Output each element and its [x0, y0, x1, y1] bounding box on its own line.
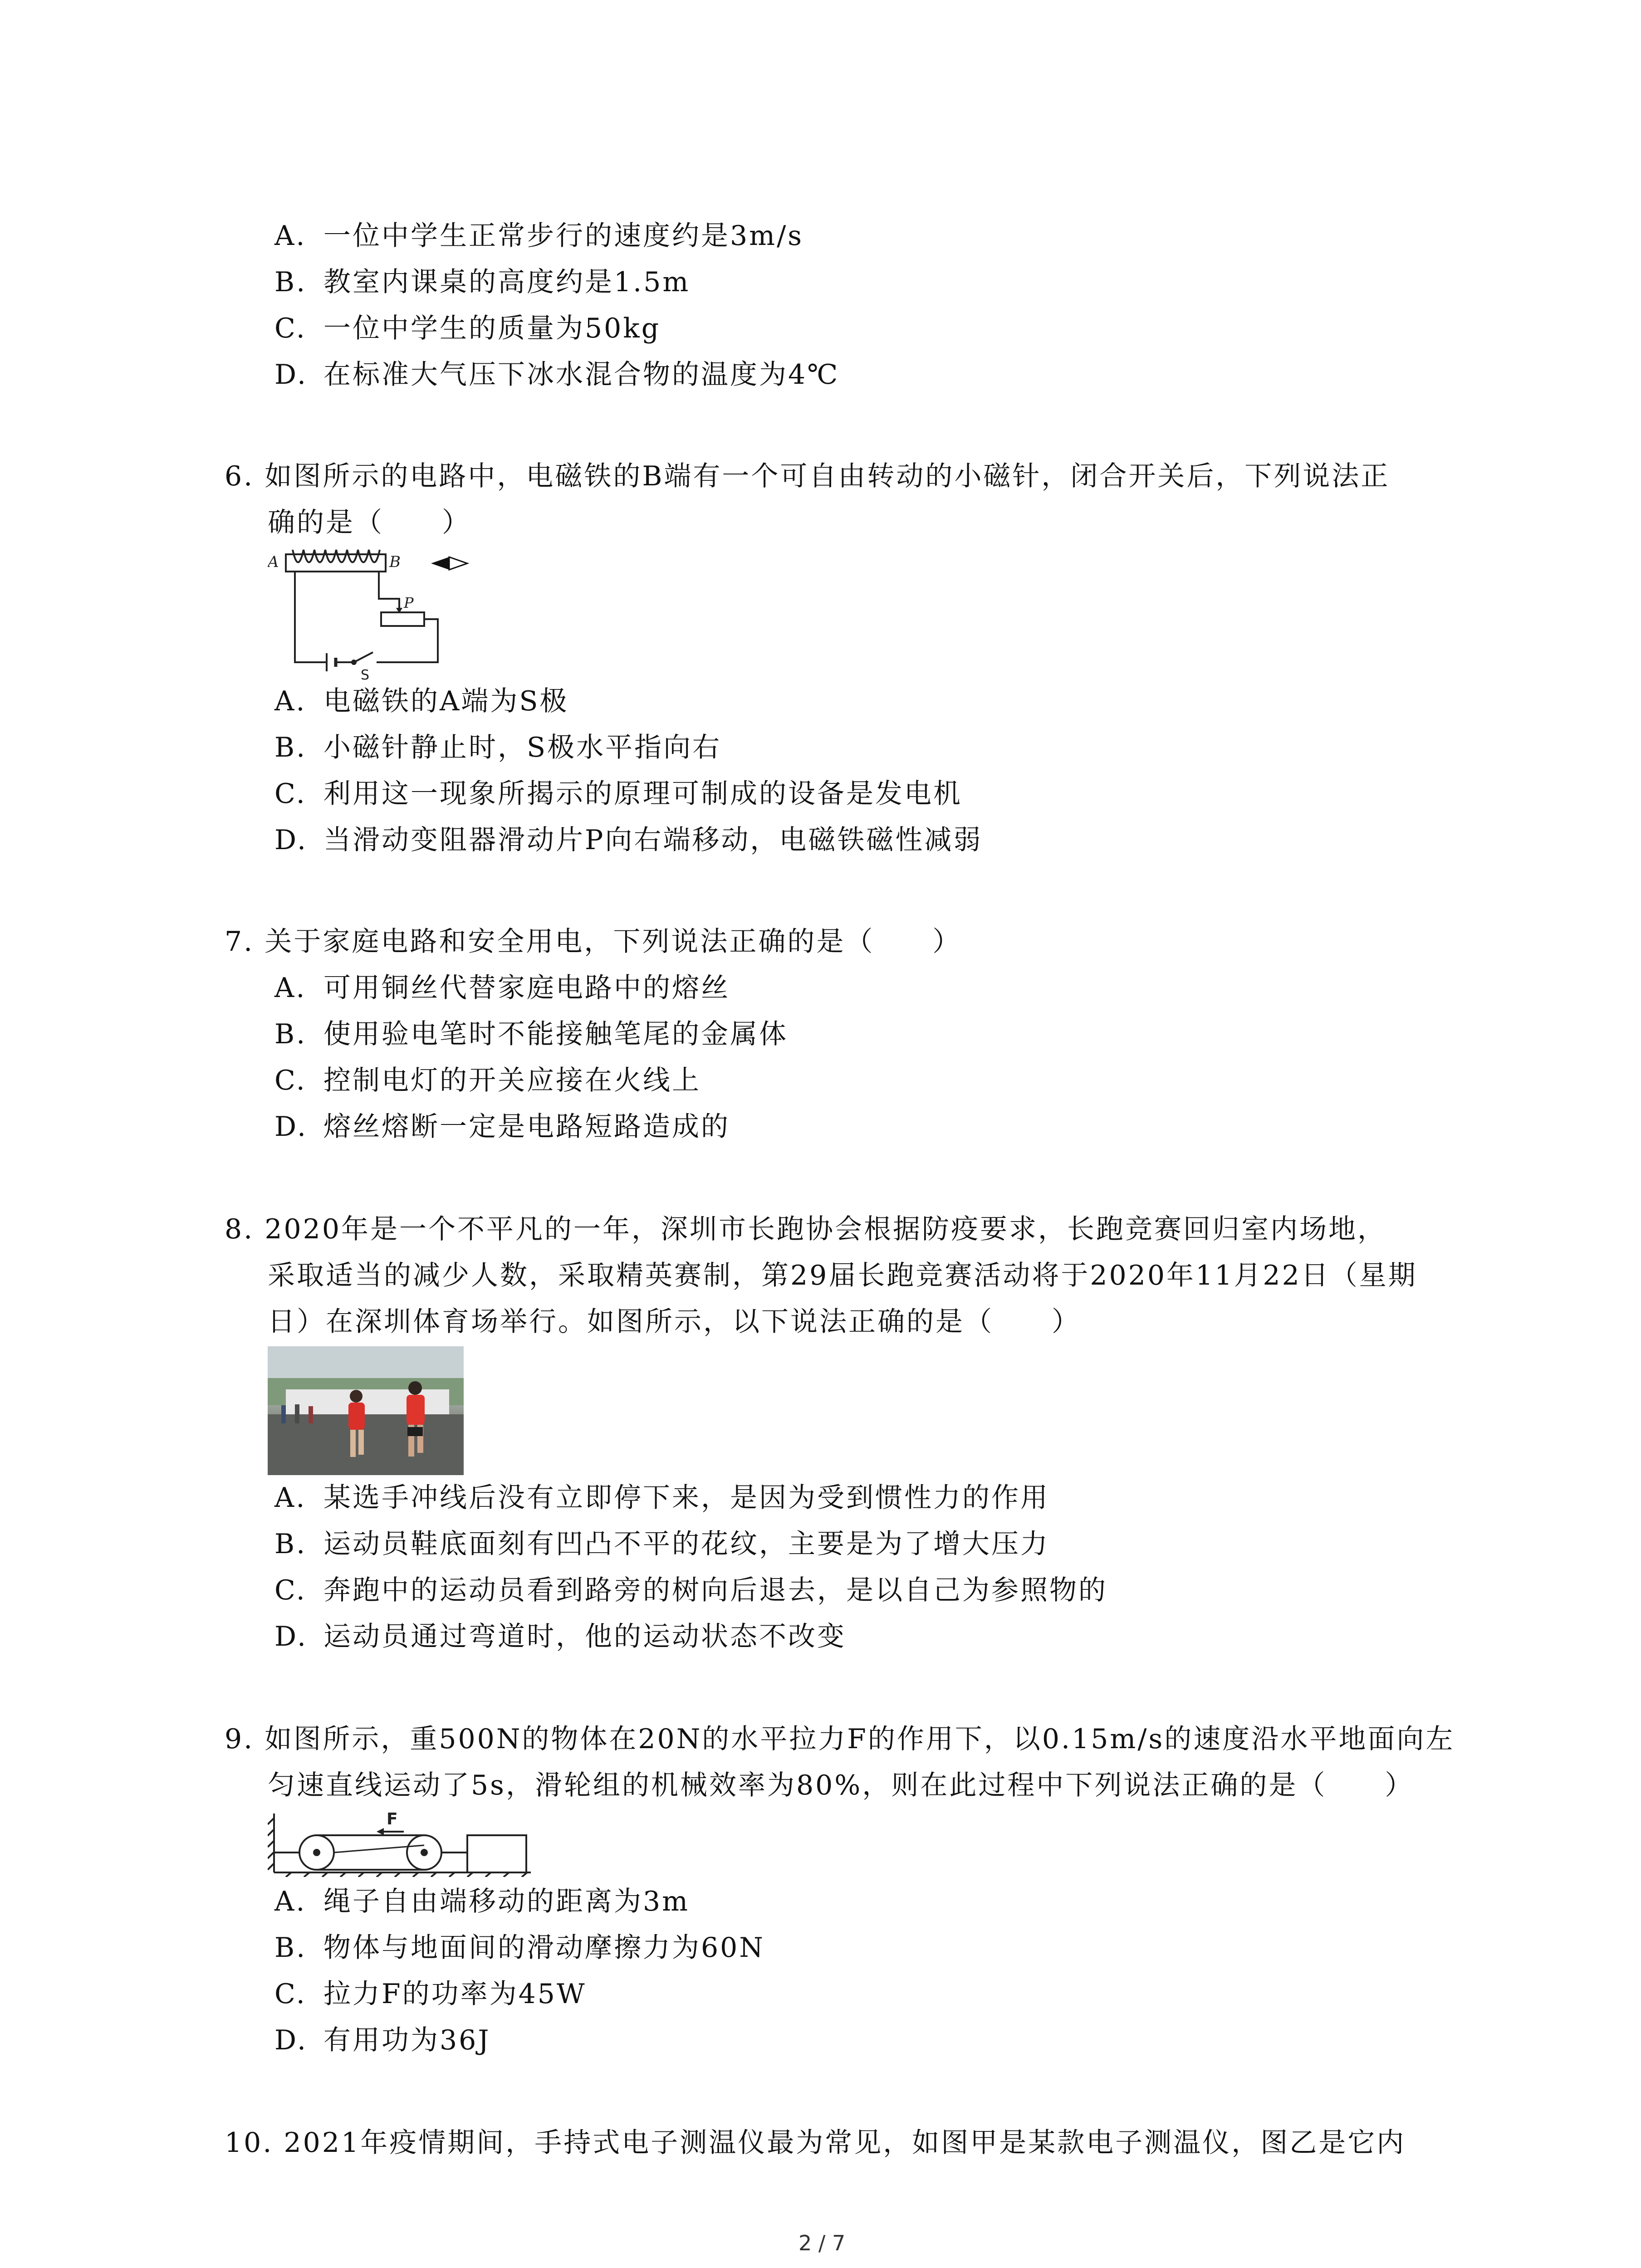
- q9-stem-line2: 匀速直线运动了5s，滑轮组的机械效率为80%，则在此过程中下列说法正确的是（ ）: [268, 1769, 1414, 1801]
- q5-option-c: C. 一位中学生的质量为50kg: [274, 313, 661, 344]
- label-a: A: [268, 553, 279, 571]
- q8-stem-line1: 8. 2020年是一个不平凡的一年，深圳市长跑协会根据防疫要求，长跑竞赛回归室内场地，: [225, 1213, 1387, 1245]
- q7-option-c: C. 控制电灯的开关应接在火线上: [274, 1065, 701, 1096]
- q8-option-d: D. 运动员通过弯道时，他的运动状态不改变: [274, 1621, 846, 1652]
- q7-option-d: D. 熔丝熔断一定是电路短路造成的: [274, 1111, 730, 1143]
- q9-pulley-figure: [268, 1809, 540, 1877]
- label-p: P: [404, 594, 414, 611]
- q8-stem-line3: 日）在深圳体育场举行。如图所示，以下说法正确的是（ ）: [268, 1306, 1081, 1338]
- q6-stem-line1: 6. 如图所示的电路中，电磁铁的B端有一个可自由转动的小磁针，闭合开关后，下列说法正: [225, 460, 1390, 492]
- q7-option-b: B. 使用验电笔时不能接触笔尾的金属体: [274, 1018, 788, 1050]
- q9-option-c: C. 拉力F的功率为45W: [274, 1978, 587, 2010]
- q6-option-b: B. 小磁针静止时，S极水平指向右: [274, 732, 722, 763]
- q8-stem-line2: 采取适当的减少人数，采取精英赛制，第29届长跑竞赛活动将于2020年11月22日（星期: [268, 1260, 1417, 1291]
- q9-stem-line1: 9. 如图所示，重500N的物体在20N的水平拉力F的作用下，以0.15m/s的速度沿水平地面向左: [225, 1723, 1455, 1755]
- q6-stem-line2: 确的是（ ）: [268, 507, 471, 538]
- q6-option-d: D. 当滑动变阻器滑动片P向右端移动，电磁铁磁性减弱: [274, 824, 983, 856]
- q9-option-d: D. 有用功为36J: [274, 2024, 491, 2056]
- q8-option-b: B. 运动员鞋底面刻有凹凸不平的花纹，主要是为了增大压力: [274, 1528, 1049, 1560]
- q5-option-a: A. 一位中学生正常步行的速度约是3m/s: [274, 220, 804, 252]
- q6-option-c: C. 利用这一现象所揭示的原理可制成的设备是发电机: [274, 778, 962, 810]
- q6-option-a: A. 电磁铁的A端为S极: [274, 685, 569, 717]
- label-s: S: [361, 667, 370, 680]
- q7-stem-line1: 7. 关于家庭电路和安全用电，下列说法正确的是（ ）: [225, 926, 962, 958]
- q5-option-d: D. 在标准大气压下冰水混合物的温度为4℃: [274, 359, 840, 391]
- q6-circuit-figure: [268, 544, 504, 680]
- q8-option-a: A. 某选手冲线后没有立即停下来，是因为受到惯性力的作用: [274, 1482, 1049, 1514]
- label-f: F: [387, 1810, 398, 1828]
- label-b: B: [389, 553, 401, 571]
- q10-stem-line1: 10. 2021年疫情期间，手持式电子测温仪最为常见，如图甲是某款电子测温仪，图乙是它内: [225, 2127, 1406, 2159]
- q8-runners-photo: [268, 1346, 464, 1475]
- q9-option-a: A. 绳子自由端移动的距离为3m: [274, 1886, 690, 1917]
- page-number: 2 / 7: [798, 2231, 846, 2255]
- q7-option-a: A. 可用铜丝代替家庭电路中的熔丝: [274, 972, 730, 1004]
- q9-option-b: B. 物体与地面间的滑动摩擦力为60N: [274, 1932, 765, 1964]
- q8-option-c: C. 奔跑中的运动员看到路旁的树向后退去，是以自己为参照物的: [274, 1574, 1107, 1606]
- q5-option-b: B. 教室内课桌的高度约是1.5m: [274, 266, 691, 298]
